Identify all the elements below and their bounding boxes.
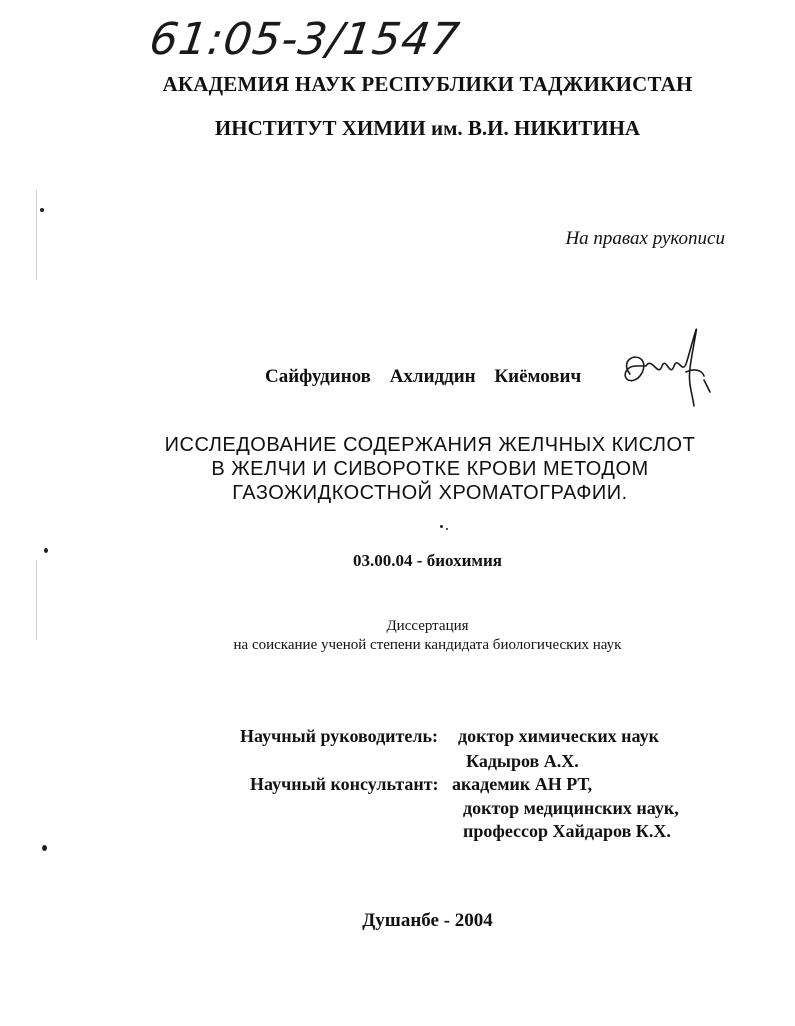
dissertation-label: Диссертация — [386, 618, 469, 634]
scan-speck — [446, 528, 448, 530]
title-line: В ЖЕЛЧИ И СИВОРОТКЕ КРОВИ МЕТОДОМ — [211, 458, 649, 480]
archive-handwritten-number: 61:05-3/1547 — [146, 14, 464, 65]
title-line: ГАЗОЖИДКОСТНОЙ ХРОМАТОГРАФИИ. — [232, 482, 628, 504]
scan-speck — [40, 208, 44, 212]
handwritten-signature — [612, 322, 722, 412]
city-year: Душанбе - 2004 — [362, 910, 493, 931]
author-name: Сайфудинов Ахлиддин Киёмович — [265, 366, 582, 387]
dissertation-title — [80, 433, 780, 505]
consultant-name: профессор Хайдаров К.Х. — [463, 821, 671, 841]
academy-heading: АКАДЕМИЯ НАУК РЕСПУБЛИКИ ТАДЖИКИСТАН — [162, 72, 693, 96]
scan-margin-line — [36, 190, 37, 280]
supervisor-title: доктор химических наук — [458, 726, 660, 746]
consultant-title: академик АН РТ, — [452, 774, 593, 794]
manuscript-rights-note: На правах рукописи — [565, 228, 725, 249]
scan-speck — [440, 525, 443, 528]
consultant-title: доктор медицинских наук, — [463, 798, 679, 818]
dissertation-purpose: на соискание ученой степени кандидата биологических наук — [233, 637, 622, 653]
institute-heading: ИНСТИТУТ ХИМИИ им. В.И. НИКИТИНА — [214, 116, 641, 140]
specialty-code: 03.00.04 - биохимия — [353, 551, 502, 570]
supervisor-name: Кадыров А.Х. — [466, 751, 579, 771]
consultant-role: Научный консультант: — [250, 774, 439, 794]
title-line: ИССЛЕДОВАНИЕ СОДЕРЖАНИЯ ЖЕЛЧНЫХ КИСЛОТ — [164, 434, 696, 456]
supervisor-role: Научный руководитель: — [240, 726, 438, 746]
scan-speck — [42, 845, 47, 851]
